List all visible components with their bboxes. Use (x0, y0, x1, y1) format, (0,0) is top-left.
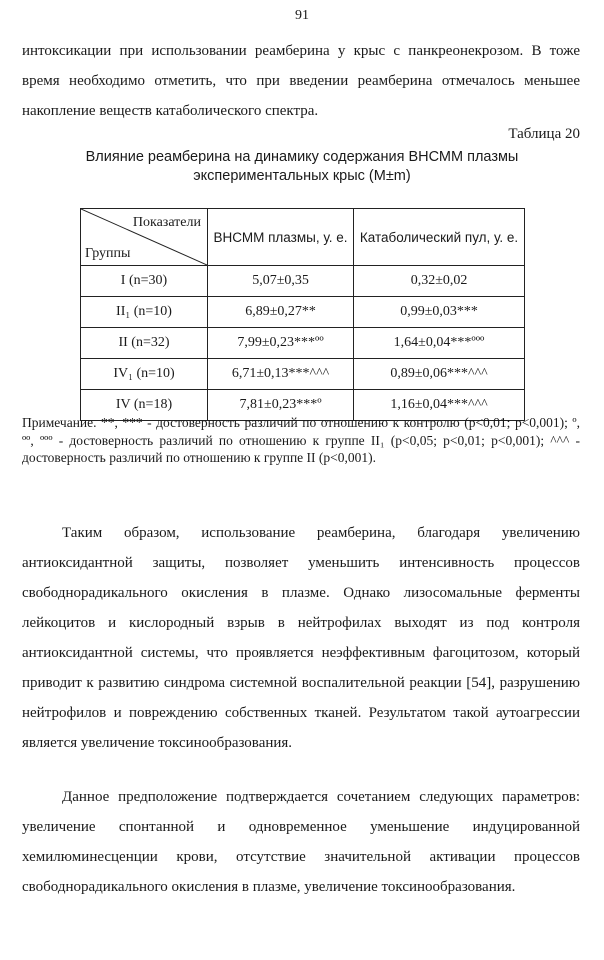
column-header-catabolic: Катаболический пул, у. е. (354, 209, 525, 266)
table-header-row (81, 209, 525, 266)
row-group: II₁ (n=10) (81, 297, 208, 328)
table-row (81, 359, 525, 390)
row-catabolic: 1,64±0,04***ººº (354, 328, 525, 359)
table-note: Примечание. **, *** - достоверность различий по отношению к контролю (p<0,01; p<0,001); º, ºº, ººº - достоверность различий по отношению к группе II₁ (p<0,05; p<0,01; p<0,001); ^^^ - достоверность различий по отношению к группе II (p<0,001). (22, 415, 580, 465)
paragraph-assumption: Данное предположение подтверждается сочетанием следующих параметров: увеличение спонтанной и одновременное уменьшение индуцированной хемилюминесценции крови, отсутствие значительной активации процессов свободнорадикального окисления в плазме, увеличение токсинообразования. (22, 789, 580, 895)
row-catabolic: 0,32±0,02 (354, 266, 525, 297)
intro-paragraph: интоксикации при использовании реамберина у крыс с панкреонекрозом. В тоже время необходимо отметить, что при введении реамберина отмечалось меньшее накопление веществ катаболического спектра. (22, 43, 580, 119)
row-catabolic: 0,89±0,06***^^^ (354, 359, 525, 390)
table-row (81, 266, 525, 297)
row-catabolic: 1,16±0,04***^^^ (354, 390, 525, 421)
table-label: Таблица 20 (508, 126, 580, 142)
table-row (81, 328, 525, 359)
diagonal-header-cell (81, 209, 208, 266)
row-group: I (n=30) (81, 266, 208, 297)
row-vnsmm: 5,07±0,35 (208, 266, 354, 297)
row-vnsmm: 7,99±0,23***ºº (208, 328, 354, 359)
row-vnsmm: 6,89±0,27** (208, 297, 354, 328)
header-groups: Группы (85, 246, 131, 261)
page-number: 91 (295, 8, 309, 23)
header-indicators: Показатели (132, 215, 201, 230)
table-caption: Влияние реамберина на динамику содержания ВНСММ плазмы экспериментальных крыс (М±m) (85, 149, 519, 184)
row-vnsmm: 6,71±0,13***^^^ (208, 359, 354, 390)
table-row (81, 297, 525, 328)
column-header-vnsmm: ВНСММ плазмы, у. е. (208, 209, 354, 266)
data-table (80, 208, 525, 421)
row-group: IV (n=18) (81, 390, 208, 421)
row-vnsmm: 7,81±0,23***º (208, 390, 354, 421)
row-group: IV₁ (n=10) (81, 359, 208, 390)
row-group: II (n=32) (81, 328, 208, 359)
row-catabolic: 0,99±0,03*** (354, 297, 525, 328)
paragraph-conclusion: Таким образом, использование реамберина, благодаря увеличению антиоксидантной защиты, позволяет уменьшить интенсивность процессов свободнорадикального окисления в плазме. Однако лизосомальные ферменты лейкоцитов и кислородный взрыв в нейтрофилах выходят из под контроля антиоксидантной системы, что проявляется неэффективным фагоцитозом, который приводит к развитию синдрома системной воспалительной реакции [54], разрушению нейтрофилов и повреждению собственных тканей. Результатом такой аутоагрессии является увеличение токсинообразования. (22, 525, 580, 751)
